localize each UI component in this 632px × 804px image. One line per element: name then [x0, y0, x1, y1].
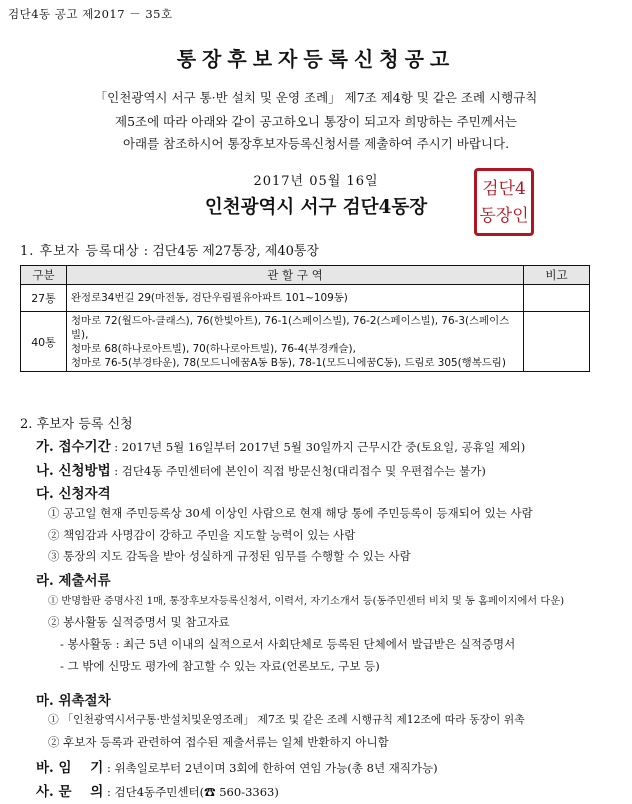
section-1-heading: [20, 240, 319, 259]
row-40-area-line-1: 청마로 72(월드아-클래스), 76(한빛아트), 76-1(스페이스빌), 76-2(스페이스빌), 76-3(스페이스빌),: [71, 314, 510, 341]
document-2: ② 봉사활동 실적증명서 및 참고자료: [48, 615, 230, 629]
row-40-area-line-3: 청마로 76-5(부경타운), 78(모드니에꿈A동 B동), 78-1(모드니에꿈C동), 드림로 305(행복드림): [71, 356, 506, 369]
document-2-detail-1: - 봉사활동 : 최근 5년 이내의 실적으로서 사회단체로 등록된 단체에서 발급받은 실적증명서: [60, 637, 516, 651]
qualification-1: ① 공고일 현재 주민등록상 30세 이상인 사람으로 현재 해당 통에 주민등록이 등재되어 있는 사람: [48, 506, 533, 520]
section-2-title: 2. 후보자 등록 신청: [20, 417, 133, 432]
document-1: ① 반명함판 증명사진 1매, 통장후보자등록신청서, 이력서, 자기소개서 등(동주민센터 비치 및 동 홈페이지에서 다운): [48, 596, 565, 607]
method-row: [36, 459, 486, 479]
intro-line-1: 「인천광역시 서구 통·반 설치 및 운영 조례」 제7조 제4항 및 같은 조례 시행규칙: [94, 90, 538, 105]
contact-label: 사. 문 의: [36, 784, 104, 800]
qualification-row: [36, 482, 111, 502]
qualification-3: ③ 통장의 지도 감독을 받아 성실하게 규정된 임무를 수행할 수 있는 사람: [48, 549, 411, 563]
row-40-area-line-2: 청마로 68(하나로아트빌), 70(하나로아트빌), 76-4(부경캐슬),: [71, 342, 356, 355]
row-40-label: 40통: [21, 312, 67, 372]
document-2-detail-2: - 그 밖에 신망도 평가에 참고할 수 있는 자료(언론보도, 구보 등): [60, 659, 380, 673]
appointment-1: ① 「인천광역시서구통·반설치및운영조례」 제7조 및 같은 조례 시행규칙 제12조에 따라 동장이 위촉: [48, 713, 525, 726]
page-title: 통장후보자등록신청공고: [176, 47, 456, 71]
row-27-label: 27통: [21, 285, 67, 312]
table-header-row: [21, 266, 590, 285]
document-number: 검단4동 공고 제2017 － 35호: [8, 7, 173, 21]
appointment-label: 마. 위촉절차: [36, 693, 111, 709]
appointment-2: ② 후보자 등록과 관련하여 접수된 제출서류는 일체 반환하지 아니함: [48, 735, 389, 749]
header-area: 관 할 구 역: [67, 266, 524, 285]
period-value: : 2017년 5월 16일부터 2017년 5월 30일까지 근무시간 중(토요일, 공휴일 제외): [110, 440, 526, 454]
notice-date: 2017년 05월 16일: [253, 174, 379, 189]
period-label: 가. 접수기간: [36, 439, 111, 455]
intro-line-3: 아래를 참조하시어 통장후보자등록신청서를 제출하여 주시기 바랍니다.: [122, 136, 510, 151]
term-label: 바. 임 기: [36, 760, 104, 776]
jurisdiction-table: [20, 265, 590, 372]
row-27-area: 완정로34번길 29(마전동, 검단우림필유아파트 101~109동): [67, 285, 524, 312]
row-27-note: [524, 285, 590, 312]
qualification-label: 다. 신청자격: [36, 486, 111, 502]
intro-line-2: 제5조에 따라 아래와 같이 공고하오니 통장이 되고자 희망하는 주민께서는: [115, 114, 517, 129]
header-note: 비고: [524, 266, 590, 285]
method-label: 나. 신청방법: [36, 463, 111, 479]
contact-row: [36, 780, 279, 800]
official-seal-icon: 검단4 동장인: [474, 168, 534, 236]
table-row: [21, 312, 590, 372]
issuer-name: 인천광역시 서구 검단4동장: [204, 197, 428, 218]
period-row: [36, 435, 525, 455]
term-row: [36, 756, 438, 776]
section-1-value: : 검단4동 제27통장, 제40통장: [139, 244, 319, 259]
section-1-title: 1. 후보자 등록대상: [20, 244, 140, 259]
row-40-area: [67, 312, 524, 372]
table-row: [21, 285, 590, 312]
contact-value: : 검단4동주민센터(☎ 560-3363): [103, 785, 279, 799]
header-category: 구분: [21, 266, 67, 285]
term-value: : 위촉일로부터 2년이며 3회에 한하여 연임 가능(총 8년 재직가능): [103, 761, 438, 775]
method-value: : 검단4동 주민센터에 본인이 직접 방문신청(대리접수 및 우편접수는 불가): [110, 464, 486, 478]
documents-label: 라. 제출서류: [36, 573, 111, 589]
row-40-note: [524, 312, 590, 372]
qualification-2: ② 책임감과 사명감이 강하고 주민을 지도할 능력이 있는 사람: [48, 528, 356, 542]
